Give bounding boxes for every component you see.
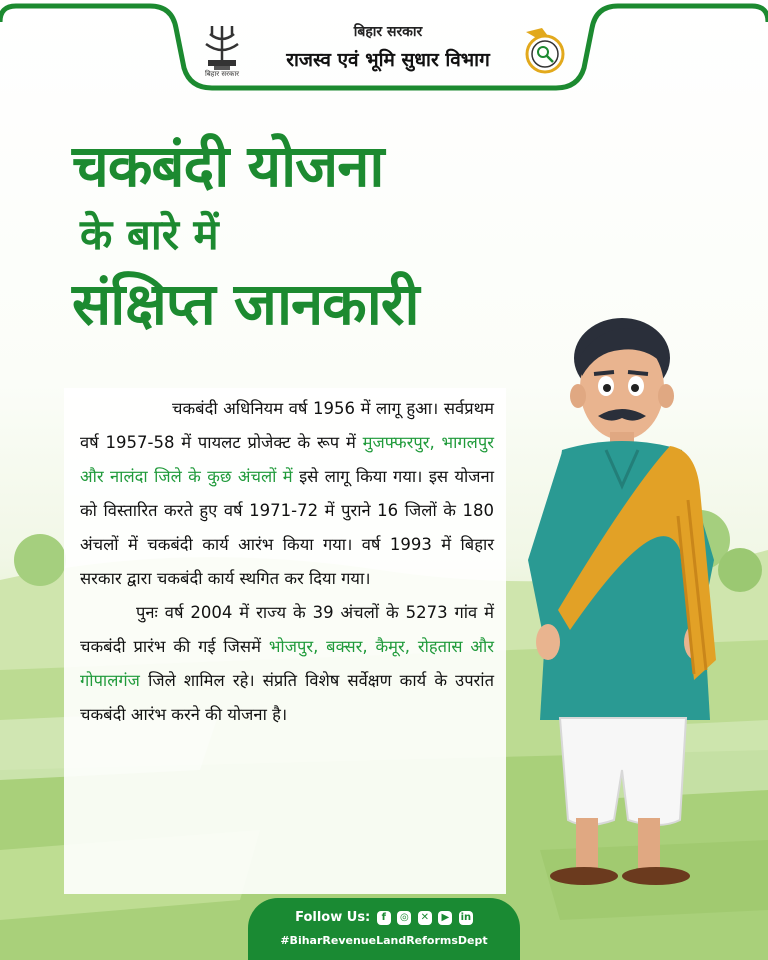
department-name: राजस्व एवं भूमि सुधार विभाग bbox=[286, 49, 490, 71]
hashtag[interactable]: #BiharRevenueLandReformsDept bbox=[280, 934, 488, 947]
instagram-icon[interactable]: ◎ bbox=[397, 911, 411, 925]
department-seal-icon bbox=[520, 24, 566, 76]
facebook-icon[interactable]: f bbox=[377, 911, 391, 925]
title-line-1: चकबंदी योजना bbox=[72, 132, 384, 200]
follow-label: Follow Us: bbox=[295, 910, 371, 925]
header bbox=[176, 6, 600, 90]
paragraph-2-text-a: पुनः वर्ष 2004 में राज्य के 39 अंचलों के 5273 गांव में चकबंदी प्रारंभ की गई जिसमें bbox=[80, 603, 494, 656]
farmer-character-icon bbox=[510, 300, 750, 900]
emblem-caption: बिहार सरकार bbox=[204, 70, 240, 78]
x-icon[interactable]: ✕ bbox=[418, 911, 432, 925]
paragraph-2 bbox=[80, 596, 494, 732]
paragraph-2-highlight: भोजपुर, बक्सर, कैमूर, रोहतास और गोपालगंज bbox=[80, 637, 495, 690]
youtube-icon[interactable]: ▶ bbox=[438, 911, 452, 925]
paragraph-2-text-b: जिले शामिल रहे। संप्रति विशेष सर्वेक्षण कार्य के उपरांत चकबंदी आरंभ करने की योजना है। bbox=[80, 671, 494, 724]
follow-us bbox=[248, 910, 520, 925]
paragraph-1 bbox=[80, 392, 494, 596]
government-name: बिहार सरकार bbox=[353, 24, 423, 40]
info-text bbox=[80, 392, 494, 732]
linkedin-icon[interactable]: in bbox=[460, 911, 472, 923]
paragraph-1-text-a: चकबंदी अधिनियम वर्ष 1956 में लागू हुआ। सर्वप्रथम वर्ष 1957-58 में पायलट प्रोजेक्ट के रूप में bbox=[80, 399, 494, 452]
page-title bbox=[72, 128, 552, 342]
title-line-2: के बारे में bbox=[80, 210, 219, 259]
paragraph-1-text-b: इसे लागू किया गया। इस योजना को विस्तारित करते हुए वर्ष 1971-72 में पुराने 16 जिलों के 180 अंचलों में चकबंदी कार्य आरंभ किया गया। वर्ष 1993 में बिहार सरकार द्वारा चकबंदी कार्य स्थगित कर दिया गया। bbox=[80, 467, 494, 588]
footer-social-bar bbox=[248, 898, 520, 960]
paragraph-1-highlight: मुजफ्फरपुर, भागलपुर और नालंदा जिले के कुछ अंचलों में bbox=[80, 433, 494, 486]
title-line-3: संक्षिप्त जानकारी bbox=[72, 270, 419, 338]
